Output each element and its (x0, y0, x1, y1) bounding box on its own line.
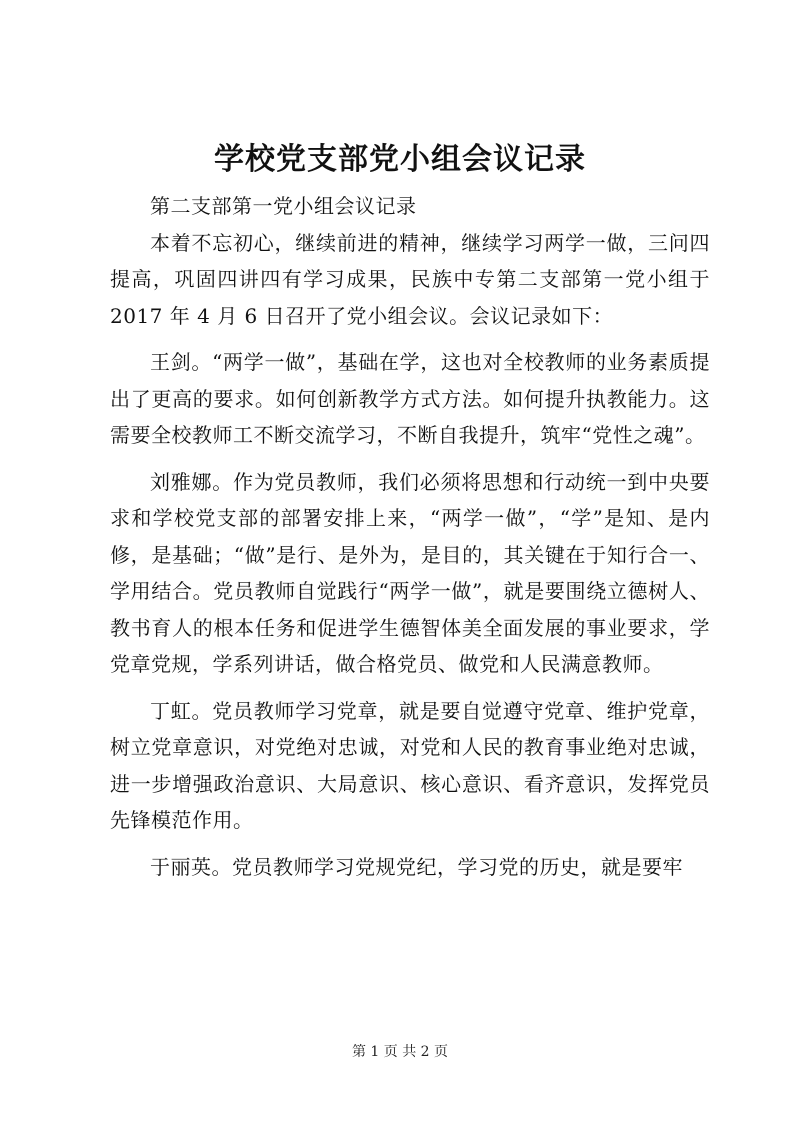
paragraph-ding-hong: 丁虹。党员教师学习党章，就是要自觉遵守党章、维护党章，树立党章意识，对党绝对忠诚，对党和人民的教育事业绝对忠诚，进一步增强政治意识、大局意识、核心意识、看齐意识，发挥党员先锋模范作用。 (110, 698, 710, 832)
document-title: 学校党支部党小组会议记录 (214, 142, 586, 177)
paragraph-intro: 本着不忘初心，继续前进的精神，继续学习两学一做，三问四提高，巩固四讲四有学习成果，民族中专第二支部第一党小组于 2017 年 4 月 6 日召开了党小组会议。会议记录如下： (110, 230, 710, 328)
document-subtitle: 第二支部第一党小组会议记录 (150, 194, 417, 218)
paragraph-liu-yana: 刘雅娜。作为党员教师，我们必须将思想和行动统一到中央要求和学校党支部的部署安排上来，“两学一做”，“学”是知、是内修，是基础；“做”是行、是外为，是目的，其关键在于知行合一、学用结合。党员教师自觉践行“两学一做”，就是要围绕立德树人、教书育人的根本任务和促进学生德智体美全面发展的事业要求，学党章党规，学系列讲话，做合格党员、做党和人民满意教师。 (110, 469, 710, 676)
document-body (110, 188, 710, 885)
paragraph-yu-liying: 于丽英。党员教师学习党规党纪，学习党的历史，就是要牢 (150, 854, 683, 879)
paragraph-wang-jian: 王剑。“两学一做”，基础在学，这也对全校教师的业务素质提出了更高的要求。如何创新教学方式方法。如何提升执教能力。这需要全校教师工不断交流学习，不断自我提升，筑牢“党性之魂”。 (110, 350, 710, 447)
page-number-footer: 第 1 页 共 2 页 (351, 1044, 449, 1060)
